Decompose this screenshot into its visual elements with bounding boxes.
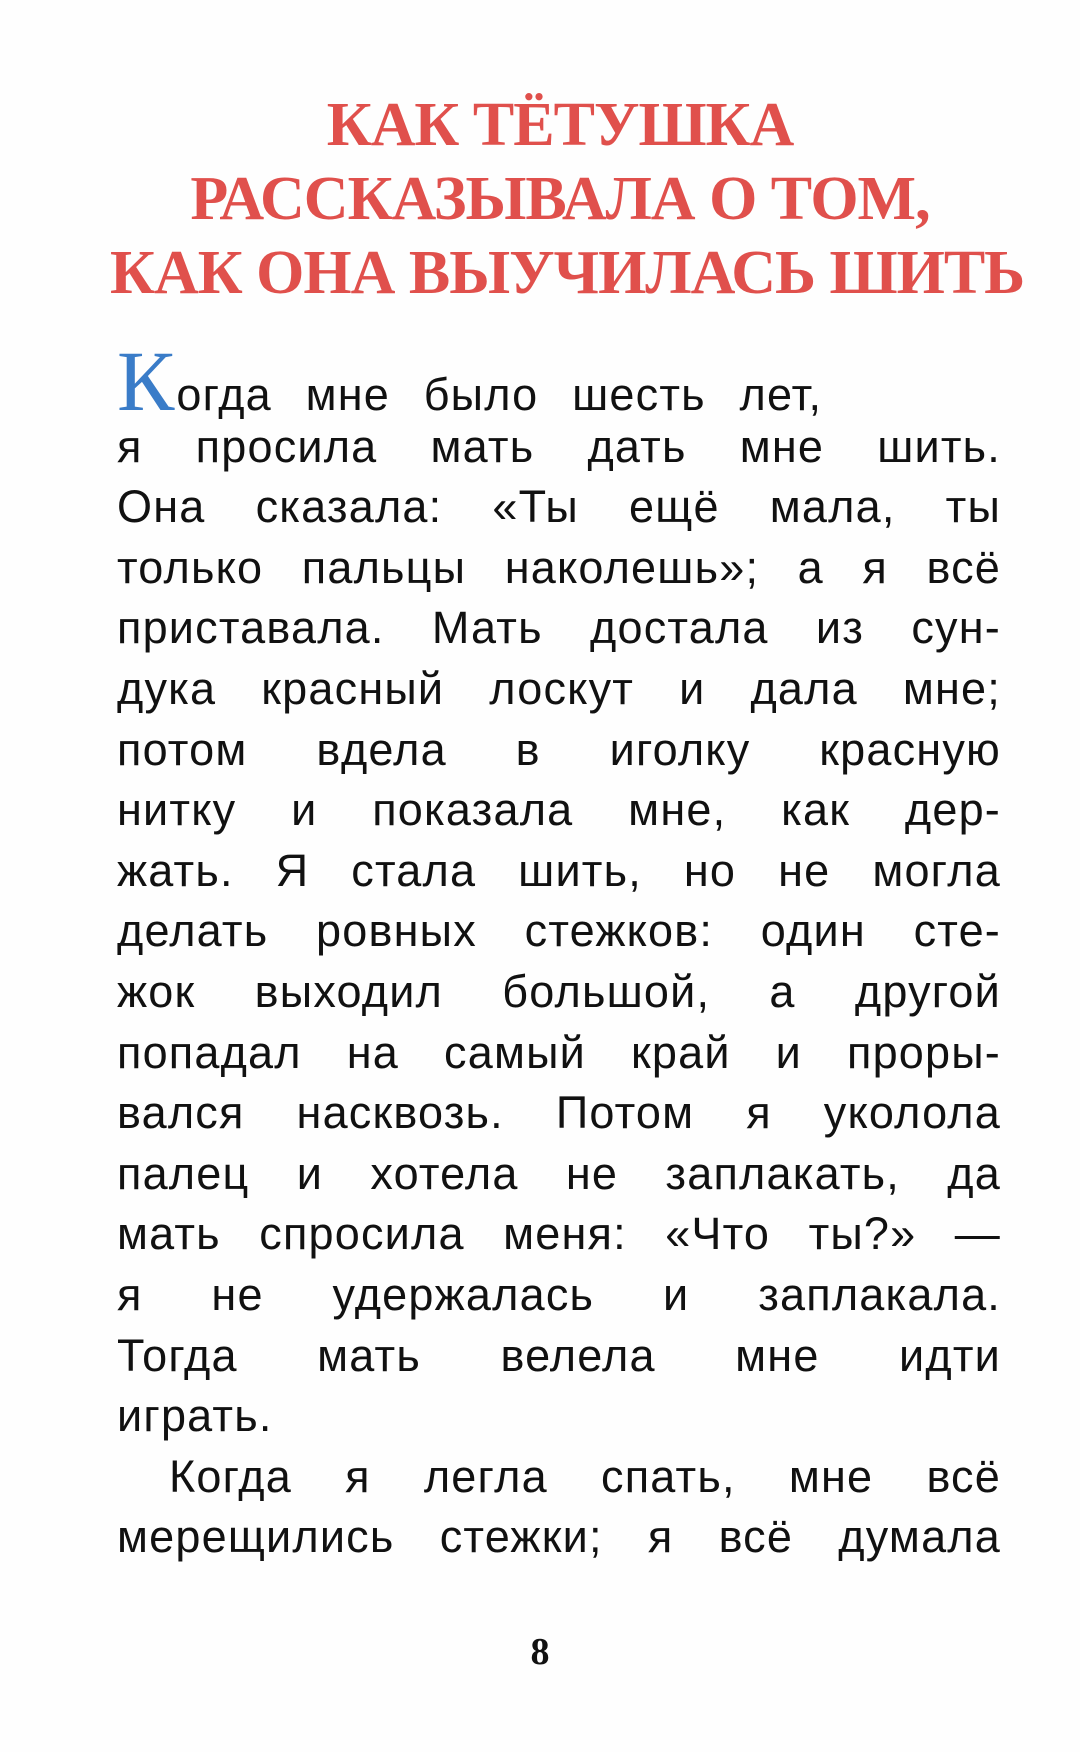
- title-line: КАК ОНА ВЫУЧИЛАСЬ ШИТЬ: [110, 239, 1025, 307]
- page-number: 8: [530, 1631, 550, 1673]
- text-line: жать. Я стала шить, но не могла: [117, 844, 1001, 896]
- text-line: дука красный лоскут и дала мне;: [117, 662, 1001, 714]
- text-line: делать ровных стежков: один сте-: [117, 905, 1001, 957]
- text-line: играть.: [117, 1390, 273, 1442]
- text-line: Когда я легла спать, мне всё: [169, 1450, 1001, 1502]
- text-line: Она сказала: «Ты ещё мала, ты: [117, 481, 1001, 533]
- text-line: нитку и показала мне, как дер-: [117, 784, 1001, 836]
- text-line: [117, 333, 1001, 429]
- text-line: я просила мать дать мне шить.: [117, 420, 1001, 472]
- text-line: потом вдела в иголку красную: [117, 723, 1001, 775]
- drop-cap: К: [117, 333, 175, 429]
- text-line: палец и хотела не заплакать, да: [117, 1147, 1001, 1199]
- text-line: приставала. Мать достала из сун-: [117, 602, 1001, 654]
- text-line: я не удержалась и заплакала.: [117, 1268, 1001, 1320]
- body-text: [117, 333, 1001, 1568]
- title-line: РАССКАЗЫВАЛА О ТОМ,: [190, 165, 930, 233]
- title-line: КАК ТЁТУШКА: [326, 91, 794, 159]
- text-line-content: огда мне было шесть лет,: [176, 369, 823, 420]
- text-line: мать спросила меня: «Что ты?» —: [117, 1208, 1001, 1260]
- text-line: только пальцы наколешь»; а я всё: [117, 541, 1001, 593]
- text-line: попадал на самый край и проры-: [117, 1026, 1001, 1078]
- page-title: [110, 88, 1025, 310]
- text-line: вался насквозь. Потом я уколола: [117, 1087, 1001, 1139]
- text-line: жок выходил большой, а другой: [117, 965, 1001, 1017]
- text-line: Тогда мать велела мне идти: [117, 1329, 1001, 1381]
- text-line: мерещились стежки; я всё думала: [117, 1511, 1001, 1563]
